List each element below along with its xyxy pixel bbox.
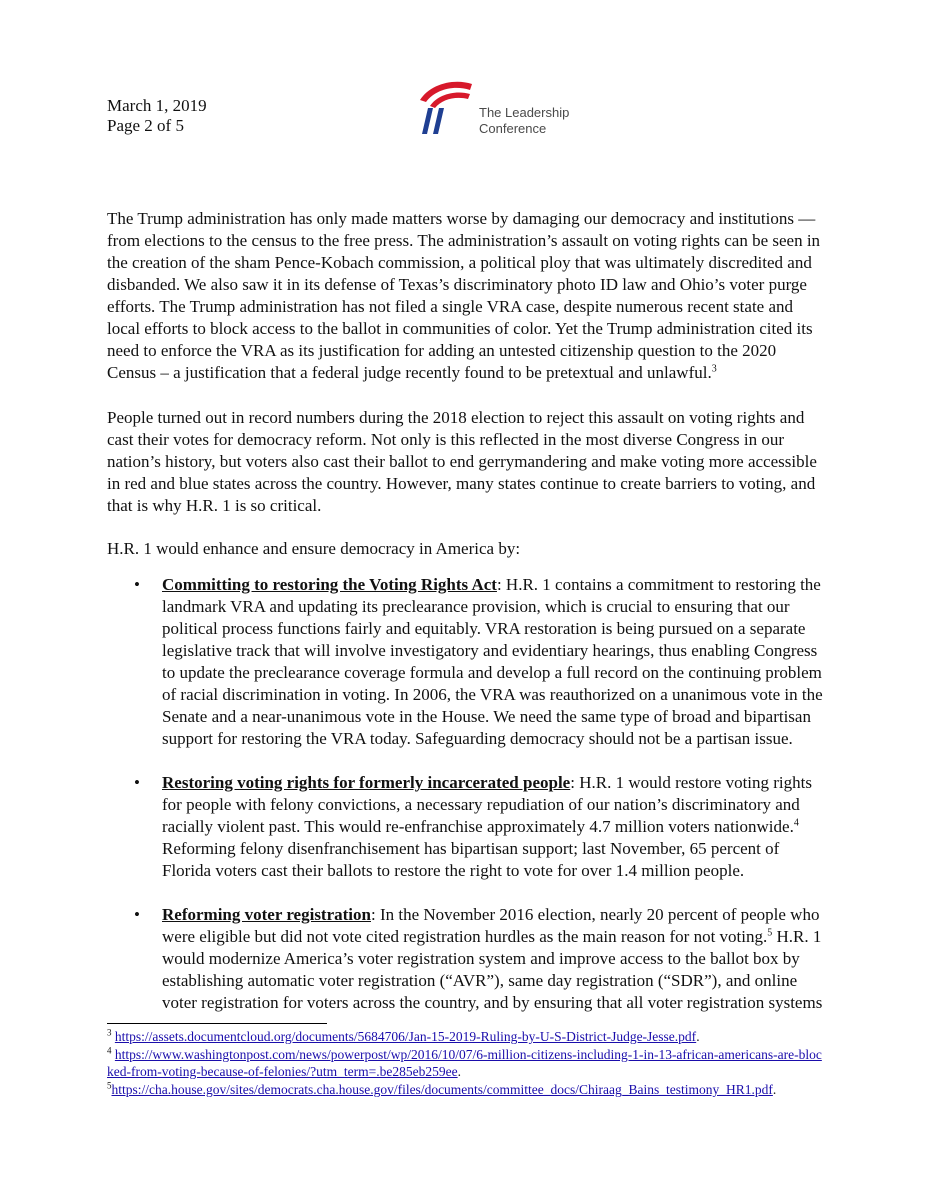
list-item	[107, 904, 827, 1014]
bullet-icon: •	[134, 773, 140, 792]
page-header	[107, 96, 207, 136]
footnote-5	[107, 1081, 827, 1098]
bullet-icon: •	[134, 575, 140, 594]
footnote-suffix: .	[696, 1029, 700, 1044]
footnote-number: 5	[107, 1080, 112, 1091]
footnote-link[interactable]: https://assets.documentcloud.org/documents/5684706/Jan-15-2019-Ruling-by-U-S-District-Judge-Jesse.pdf	[114, 1029, 697, 1044]
bullet-icon: •	[134, 905, 140, 924]
bullet-text-cont: Reforming felony disenfranchisement has bipartisan support; last November, 65 percent of Florida voters cast their ballots to restore the right to vote for over 1.4 million people.	[162, 839, 780, 880]
footnote-suffix: .	[457, 1064, 461, 1079]
logo-line-1: The Leadership	[479, 105, 570, 120]
bullet-list	[107, 574, 827, 1036]
paragraph-text: The Trump administration has only made matters worse by damaging our democracy and institutions — from elections to the census to the free press. The administration’s assault on voting rights can be seen in the creation of the sham Pence-Kobach commission, a political ploy that was ultimately discredited and disbanded. We also saw it in its defense of Texas’s discriminatory photo ID law and Ohio’s voter purge efforts. The Trump administration has not filed a single VRA case, despite numerous recent state and local efforts to block access to the ballot in communities of color. Yet the Trump administration cited its need to enforce the VRA as its justification for adding an untested citizenship question to the 2020 Census – a justification that a federal judge recently found to be pretextual and unlawful.	[107, 209, 821, 382]
footnote-number: 3	[107, 1027, 112, 1038]
footnote-3	[107, 1028, 827, 1045]
bullet-text: : H.R. 1 contains a commitment to restoring the landmark VRA and updating its preclearance provision, which is crucial to ensuring that our political process functions fairly and equitably. VRA restoration is being pursued on a separate legislative track that will involve investigatory and evidentiary hearings, thus enabling Congress to update the preclearance coverage formula and develop a full record on the continuing problem of racial discrimination in voting. In 2006, the VRA was reauthorized on a unanimous vote in the Senate and a near-unanimous vote in the House. We need the same type of broad and bipartisan support for restoring the VRA today. Safeguarding democracy should not be a partisan issue.	[162, 575, 823, 748]
leadership-conference-logo	[414, 76, 584, 136]
footnote-suffix: .	[772, 1082, 777, 1097]
footnote-ref-5[interactable]: 5	[767, 927, 773, 939]
footnote-link[interactable]: https://cha.house.gov/sites/democrats.cha.house.gov/files/documents/committee_docs/Chiraag_Bains_testimony_HR1.pdf	[111, 1082, 773, 1097]
paragraph-2018-election: People turned out in record numbers during the 2018 election to reject this assault on voting rights and cast their votes for democracy reform. Not only is this reflected in the most diverse Congress in our nation’s history, but voters also cast their ballot to end gerrymandering and make voting more accessible in red and blue states across the country. However, many states continue to create barriers to voting, and that is why H.R. 1 is so critical.	[107, 408, 817, 515]
footnote-ref-3[interactable]: 3	[711, 363, 717, 375]
footnote-link[interactable]: https://www.washingtonpost.com/news/powerpost/wp/2016/10/07/6-million-citizens-including-1-in-13-african-americans-are-blocked-from-voting-because-of-felonies/?utm_term=.be285eb259ee	[107, 1047, 822, 1079]
leadership-conference-logo-icon	[414, 76, 476, 136]
list-item	[107, 574, 827, 750]
bullet-term: Committing to restoring the Voting Rights Act	[162, 575, 497, 594]
header-page-number: Page 2 of 5	[107, 116, 184, 135]
bullet-text-cont: H.R. 1 would modernize America’s voter registration system and improve access to the ballot box by establishing automatic voter registration (“AVR”), same day registration (“SDR”), and online voter registration for voters across the country, and by ensuring that all voter registration systems	[162, 927, 823, 1012]
logo-wordmark	[479, 105, 569, 137]
paragraph-intro-list: H.R. 1 would enhance and ensure democracy in America by:	[107, 539, 521, 558]
header-date: March 1, 2019	[107, 96, 207, 115]
footnotes	[107, 1028, 827, 1099]
footnote-number: 4	[107, 1045, 112, 1056]
bullet-term: Reforming voter registration	[162, 905, 371, 924]
list-item	[107, 772, 827, 882]
logo-line-2: Conference	[479, 121, 547, 136]
footnote-4	[107, 1046, 827, 1080]
bullet-term: Restoring voting rights for formerly incarcerated people	[162, 773, 571, 792]
footnote-divider	[107, 1023, 327, 1024]
bullet-text: : H.R. 1 would restore voting rights for people with felony convictions, a necessary repudiation of our nation’s discriminatory and racially violent past. This would re-enfranchise approximately 4.7 million voters nationwide.	[162, 773, 812, 836]
footnote-ref-4[interactable]: 4	[793, 817, 799, 829]
bullet-text: : In the November 2016 election, nearly 20 percent of people who were eligible but did not vote cited registration hurdles as the main reason for not voting.	[162, 905, 820, 946]
paragraph-trump-administration	[107, 208, 821, 384]
